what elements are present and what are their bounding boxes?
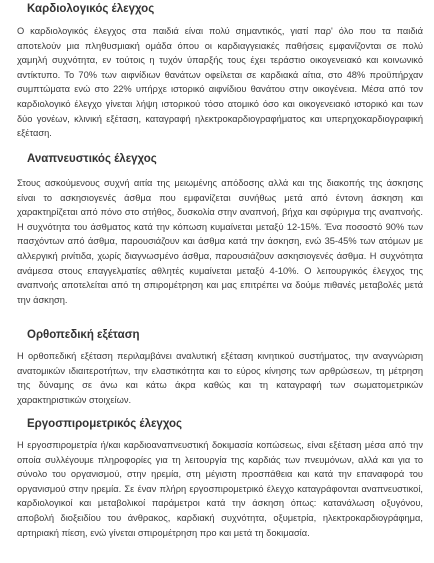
paragraph-ergospirometry-check: Η εργοσπιρομετρία ή/και καρδιοαναπνευστική δοκιμασία κοπώσεως, είναι εξέταση μέσα από την οποία συλλέγουμε πληροφορίες για τη λειτουργία της καρδιάς των πνευμόνων, αλλά και για το σύνολο του οργανισμού, στην ηρεμία, στη μέγιστη προσπάθεια και κατά την επαναφορά του οργανισμού στην ηρεμία. Σε έναν πλήρη εργοσπιρομετρικό έλεγχο καταγράφονται αναπνευστικοί, καρδιολογικοί και μεταβολικοί παράμετροι κατά την άσκηση όπως: κατανάλωση οξυγόνου, αποβολή διοξειδίου του άνθρακος, καρδιακή συχνότητα, οξυμετρία, ηλεκτροκαρδιογράφημα, αρτηριακή πίεση, ενώ γίνεται σπιρομέτρηση προ και μετά τη δοκιμασία. [17,440,423,538]
paragraph-orthopedic-exam: Η ορθοπεδική εξέταση περιλαμβάνει αναλυτική εξέταση κινητικού συστήματος, την αναγνώριση ανατομικών ιδιαιτεροτήτων, την ελαστικότητα και το εύρος κίνησης των αρθρώσεων, τη μέτρηση της δύναμης σε άνω και κάτω άκρα καθώς και τη καταγραφή των σωματομετρικών χαρακτηριστικών στοιχείων. [17,351,423,405]
heading-orthopedic-exam: Ορθοπεδική εξέταση [27,329,140,341]
paragraph-cardiology-check: Ο καρδιολογικός έλεγχος στα παιδιά είναι πολύ σημαντικός, γιατί παρ' όλο που τα παιδιά αποτελούν μια πληθυσμιακή ομάδα όπου οι καρδιαγγειακές παθήσεις εμφανίζονται σε πολύ χαμηλή συχνότητα, εν τούτοις η τυχόν ύπαρξής τους έχει τεράστιο οικογενειακό και κοινωνικό αντίκτυπο. Το 70% των αιφνίδιων θανάτων οφείλεται σε καρδιακά αίτια, στο 48% προϋπήρχαν συμπτώματα ενώ στο 22% υπήρχε ιστορικό αιφνίδιου θανάτου στην οικογένεια. Μέσα από τον καρδιολογικό έλεγχο γίνεται λήψη ιστορικού τόσο ατομικό όσο και οικογενειακό ιστορικό και των δύο γονέων, κλινική εξέταση, καταγραφή ηλεκτροκαρδιογραφήματος και υπερηχοκαρδιογραφική εξέταση. [17,26,423,139]
heading-ergospirometry-check: Εργοσπιρομετρικός έλεγχος [27,418,183,430]
heading-cardiology-check: Καρδιολογικός έλεγχος [27,3,155,15]
heading-respiratory-check: Αναπνευστικός έλεγχος [27,153,157,165]
paragraph-respiratory-check: Στους ασκούμενους συχνή αιτία της μειωμένης απόδοσης αλλά και της διακοπής της άσκησης είναι το ασκησιογενές άσθμα που εμφανίζεται συνήθως μετά από έντονη άσκηση και χαρακτηρίζεται από πόνο στο στήθος, δυσκολία στην αναπνοή, βήχα και σφύριγμα της αναπνοής. Η συχνότητα του άσθματος κατά την κόπωση κυμαίνεται μεταξύ 12-15%. Ένα ποσοστό 90% των πασχόντων από άσθμα, παρουσιάζουν και άσθμα κατά την άσκηση, ενώ 35-45% των ατόμων με αλλεργική ρινίτιδα, χωρίς διαγνωσμένο άσθμα, παρουσιάζουν ασκησιογενές άσθμα. Η συχνότητα ανάμεσα στους επαγγελματίες αθλητές κυμαίνεται μεταξύ 4-10%. Ο λειτουργικός έλεγχος της αναπνοής αποτελείται από τη σπιρομέτρηση και μας επιτρέπει να δούμε πιθανές μεταβολές μετά την άσκηση. [17,178,423,305]
